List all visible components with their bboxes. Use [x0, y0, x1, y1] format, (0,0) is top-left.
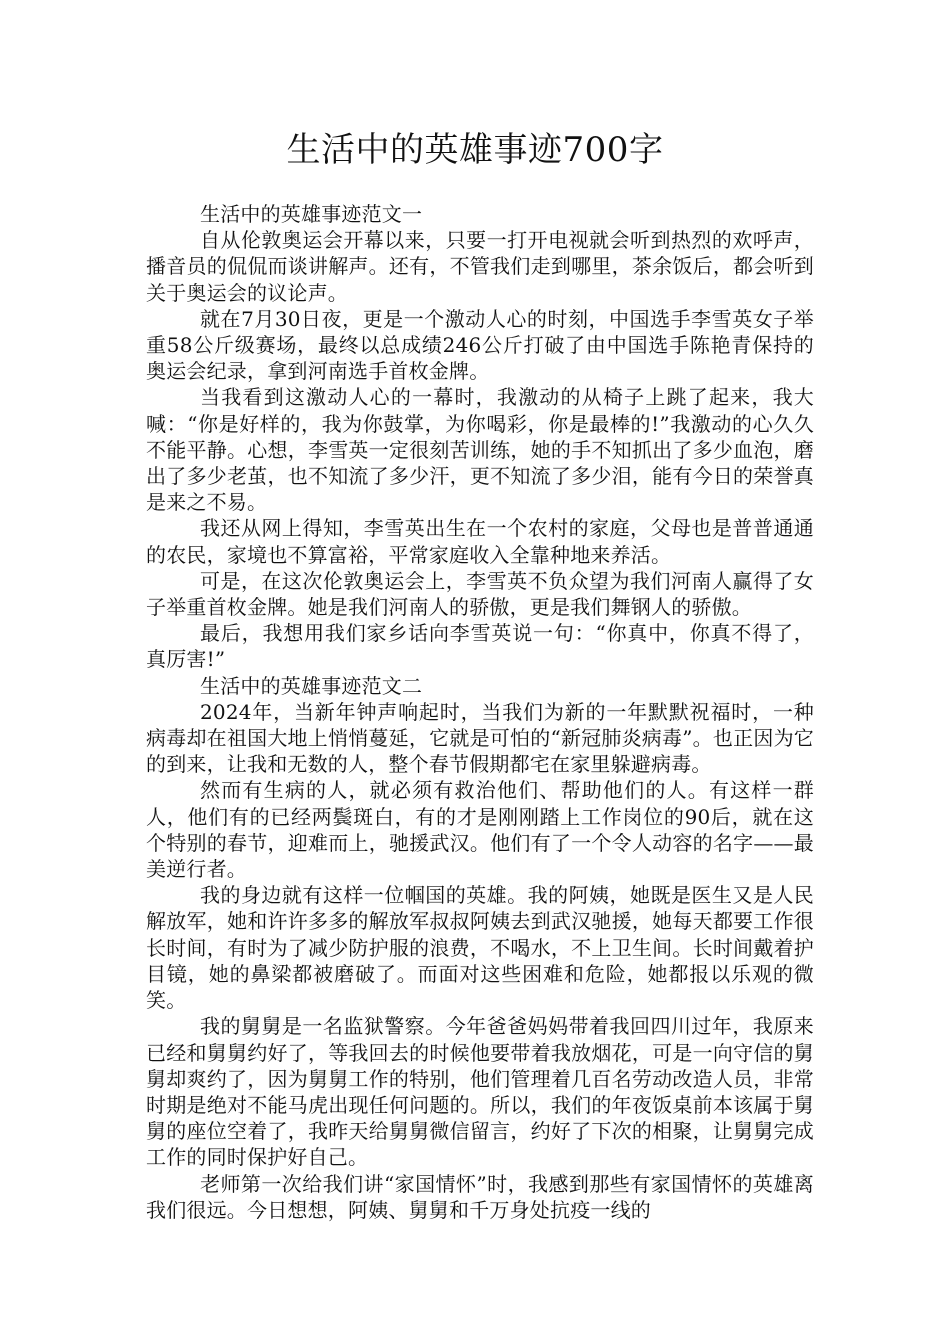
paragraph: 可是，在这次伦敦奥运会上，李雪英不负众望为我们河南人赢得了女子举重首枚金牌。她是我们河南人的骄傲，更是我们舞钢人的骄傲。: [146, 568, 814, 620]
paragraph: 自从伦敦奥运会开幕以来，只要一打开电视就会听到热烈的欢呼声，播音员的侃侃而谈讲解声。还有，不管我们走到哪里，茶余饭后，都会听到关于奥运会的议论声。: [146, 228, 814, 305]
section-heading-2: 生活中的英雄事迹范文二: [200, 673, 423, 698]
paragraph: 我还从网上得知，李雪英出生在一个农村的家庭，父母也是普普通通的农民，家境也不算富裕，平常家庭收入全靠种地来养活。: [146, 516, 814, 567]
paragraph: 我的身边就有这样一位帼国的英雄。我的阿姨，她既是医生又是人民解放军，她和许许多多的解放军叔叔阿姨去到武汉驰援，她每天都要工作很长时间，有时为了减少防护服的浪费，不喝水，不上卫生间。长时间戴着护目镜，她的鼻梁都被磨破了。而面对这些困难和危险，她都报以乐观的微笑。: [146, 883, 814, 1013]
section-heading-1: 生活中的英雄事迹范文一: [200, 202, 423, 226]
paragraph: 最后，我想用我们家乡话向李雪英说一句：“你真中，你真不得了，真厉害!”: [146, 621, 814, 672]
paragraph: 当我看到这激动人心的一幕时，我激动的从椅子上跳了起来，我大喊：“你是好样的，我为你鼓掌，为你喝彩，你是最棒的!”我激动的心久久不能平静。心想，李雪英一定很刻苦训练，她的手不知抓出了多少血泡，磨出了多少老茧，也不知流了多少汗，更不知流了多少泪，能有今日的荣誉真是来之不易。: [146, 385, 814, 515]
document-body: [146, 201, 814, 1223]
paragraph: 老师第一次给我们讲“家国情怀”时，我感到那些有家国情怀的英雄离我们很远。今日想想，阿姨、舅舅和千万身处抗疫一线的: [146, 1171, 814, 1222]
paragraph: 然而有生病的人，就必须有救治他们、帮助他们的人。有这样一群人，他们有的已经两鬓斑白，有的才是刚刚踏上工作岗位的90后，就在这个特别的春节，迎难而上，驰援武汉。他们有了一个令人动容的名字——最美逆行者。: [146, 778, 814, 882]
paragraph: 2024年，当新年钟声响起时，当我们为新的一年默默祝福时，一种病毒却在祖国大地上悄悄蔓延，它就是可怕的“新冠肺炎病毒”。也正因为它的到来，让我和无数的人，整个春节假期都宅在家里躲避病毒。: [146, 699, 814, 777]
paragraph: 就在7月30日夜，更是一个激动人心的时刻，中国选手李雪英女子举重58公斤级赛场，最终以总成绩246公斤打破了由中国选手陈艳青保持的奥运会纪录，拿到河南选手首枚金牌。: [146, 306, 814, 384]
document-title: 生活中的英雄事迹700字: [286, 130, 664, 170]
paragraph: 我的舅舅是一名监狱警察。今年爸爸妈妈带着我回四川过年，我原来已经和舅舅约好了，等我回去的时候他要带着我放烟花，可是一向守信的舅舅却爽约了，因为舅舅工作的特别，他们管理着几百名劳动改造人员，非常时期是绝对不能马虎出现任何问题的。所以，我们的年夜饭桌前本该属于舅舅的座位空着了，我昨天给舅舅微信留言，约好了下次的相聚，让舅舅完成工作的同时保护好自己。: [146, 1014, 814, 1170]
